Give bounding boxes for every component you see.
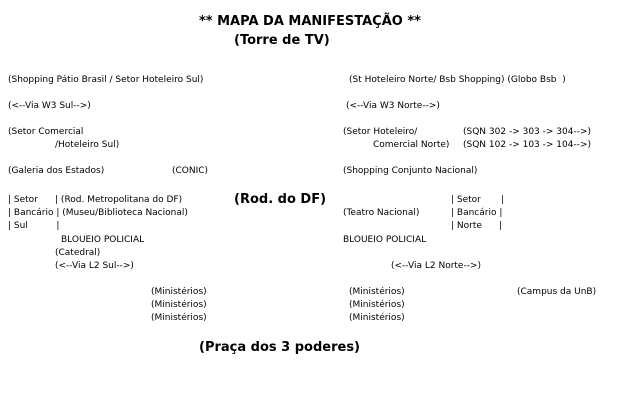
right-ministerios-1: (Ministérios) xyxy=(349,287,405,297)
right-teatro-nacional: (Teatro Nacional) xyxy=(343,208,420,218)
right-sqn-102: (SQN 102 -> 103 -> 104-->) xyxy=(463,140,592,150)
map-subtitle-torre-de-tv: (Torre de TV) xyxy=(234,33,330,48)
left-shopping-patio-brasil: (Shopping Pátio Brasil / Setor Hoteleiro Sul) xyxy=(8,75,204,85)
left-conic: (CONIC) xyxy=(172,166,209,176)
left-box-row-sul: | Sul | xyxy=(8,221,60,231)
left-setor-comercial-line2: /Hoteleiro Sul) xyxy=(55,140,120,150)
left-via-w3-sul: (<--Via W3 Sul-->) xyxy=(8,101,91,111)
left-via-l2-sul: (<--Via L2 Sul-->) xyxy=(55,261,134,271)
right-box-row-bancario: | Bancário | xyxy=(451,208,503,218)
right-via-l2-norte: (<--Via L2 Norte-->) xyxy=(391,261,482,271)
left-setor-comercial-line1: (Setor Comercial xyxy=(8,127,84,137)
left-ministerios-3: (Ministérios) xyxy=(151,313,207,323)
right-via-w3-norte: (<--Via W3 Norte-->) xyxy=(346,101,440,111)
left-box-row-bancario: | Bancário | (Museu/Biblioteca Nacional) xyxy=(8,208,188,218)
footer-praca-dos-3-poderes: (Praça dos 3 poderes) xyxy=(199,340,360,355)
right-box-row-norte: | Norte | xyxy=(451,221,503,231)
right-ministerios-2: (Ministérios) xyxy=(349,300,405,310)
left-catedral: (Catedral) xyxy=(55,248,101,258)
left-box-row-setor: | Setor | (Rod. Metropolitana do DF) xyxy=(8,195,183,205)
right-setor-hoteleiro-line1: (Setor Hoteleiro/ xyxy=(343,127,418,137)
road-rod-do-df: (Rod. do DF) xyxy=(234,192,327,207)
right-st-hoteleiro-norte: (St Hoteleiro Norte/ Bsb Shopping) (Globo Bsb ) xyxy=(349,75,566,85)
left-ministerios-2: (Ministérios) xyxy=(151,300,207,310)
right-bloqueio-policial: BLOUEIO POLICIAL xyxy=(343,235,427,245)
right-ministerios-3: (Ministérios) xyxy=(349,313,405,323)
right-box-row-setor: | Setor | xyxy=(451,195,504,205)
right-sqn-302: (SQN 302 -> 303 -> 304-->) xyxy=(463,127,592,137)
left-bloqueio-policial: BLOUEIO POLICIAL xyxy=(61,235,145,245)
right-setor-hoteleiro-line2: Comercial Norte) xyxy=(373,140,450,150)
left-galeria-dos-estados: (Galeria dos Estados) xyxy=(8,166,105,176)
right-campus-unb: (Campus da UnB) xyxy=(517,287,597,297)
map-title: ** MAPA DA MANIFESTAÇÃO ** xyxy=(199,14,421,29)
right-shopping-conjunto-nacional: (Shopping Conjunto Nacional) xyxy=(343,166,478,176)
left-ministerios-1: (Ministérios) xyxy=(151,287,207,297)
